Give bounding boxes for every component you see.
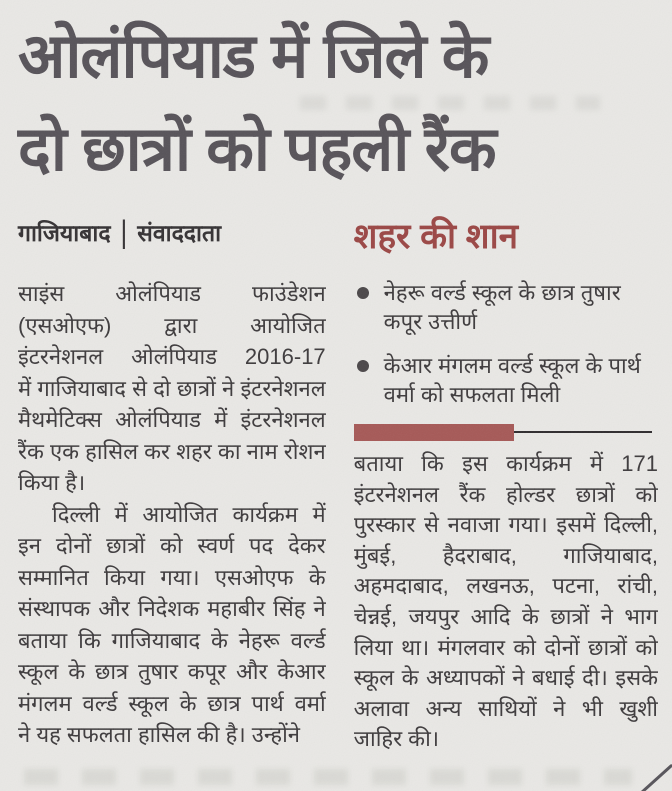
byline-separator: |	[120, 213, 128, 250]
paragraph-2	[18, 499, 326, 751]
text-line: स्कूल के अध्यापकों ने बधाई दी। इसके	[353, 665, 658, 691]
text-line: स्कूल के छात्र तुषार कपूर और केआर	[18, 659, 326, 684]
text-line: रैंक एक हासिल कर शहर का नाम रोशन	[18, 438, 326, 464]
text-line: इन दोनों छात्रों को स्वर्ण पद देकर	[18, 533, 326, 558]
text-line: केआर मंगलम वर्ल्ड स्कूल के पार्थ वर्मा को सफलता मिली	[354, 351, 658, 409]
text-line: किया है।	[18, 470, 86, 495]
right-column-highlight-box	[354, 216, 658, 755]
headline-line-2: दो छात्रों को पहली रैंक	[18, 115, 496, 184]
byline-location: गाजियाबाद	[18, 220, 111, 246]
divider-red-bar	[354, 424, 514, 441]
headline-line-1: ओलंपियाड में जिले के	[18, 22, 489, 91]
article-columns	[18, 213, 658, 755]
pen-mark	[639, 764, 672, 791]
text-line: ने यह सफलता हासिल की है। उन्होंने	[18, 722, 301, 747]
text-line: सम्मानित किया गया। एसओएफ के	[18, 564, 326, 590]
byline-author: संवाददाता	[137, 220, 222, 246]
text-line: साइंस ओलंपियाड फाउंडेशन	[18, 281, 326, 306]
text-line: मुंबई, हैदराबाद, गाजियाबाद,	[353, 542, 658, 568]
text-line: संस्थापक और निदेशक महाबीर सिंह ने	[18, 596, 326, 621]
text-line: इंटरनेशनल ओलंपियाड 2016-17	[18, 344, 326, 369]
highlight-heading: शहर की शान	[353, 217, 519, 256]
highlight-bullet-list	[354, 278, 658, 409]
text-line: लिया था। मंगलवार को दोनों छात्रों को	[353, 634, 658, 660]
text-line: नेहरू वर्ल्ड स्कूल के छात्र तुषार कपूर उत्तीर्ण	[354, 278, 658, 336]
text-line: चेन्नई, जयपुर आदि के छात्रों ने भाग	[353, 603, 658, 629]
text-line: (एसओएफ) द्वारा आयोजित	[18, 312, 326, 338]
byline	[18, 213, 326, 250]
text-line: अलावा अन्य साथियों ने भी खुशी	[353, 695, 658, 721]
paragraph-1	[18, 278, 326, 499]
text-line: बताया कि इस कार्यक्रम में 171	[353, 451, 658, 476]
ink-bleed-smudge-bottom	[24, 769, 632, 785]
text-line: मैथमेटिक्स ओलंपियाड में इंटरनेशनल	[18, 407, 326, 432]
text-line: पुरस्कार से नवाजा गया। इसमें दिल्ली,	[353, 512, 658, 538]
left-column	[18, 213, 326, 755]
text-line: अहमदाबाद, लखनऊ, पटना, रांची,	[353, 573, 658, 599]
text-line: दिल्ली में आयोजित कार्यक्रम में	[52, 501, 326, 527]
text-line: में गाजियाबाद से दो छात्रों ने इंटरनेशनल	[18, 375, 326, 401]
text-line: बताया कि गाजियाबाद के नेहरू वर्ल्ड	[18, 627, 326, 653]
paragraph-3	[354, 449, 658, 755]
text-line: इंटरनेशनल रैंक होल्डर छात्रों को	[353, 481, 658, 507]
text-line: जाहिर की।	[353, 726, 440, 752]
text-line: मंगलम वर्ल्ड स्कूल के छात्र पार्थ वर्मा	[18, 690, 326, 716]
article-headline	[18, 10, 656, 196]
section-divider	[354, 424, 658, 441]
